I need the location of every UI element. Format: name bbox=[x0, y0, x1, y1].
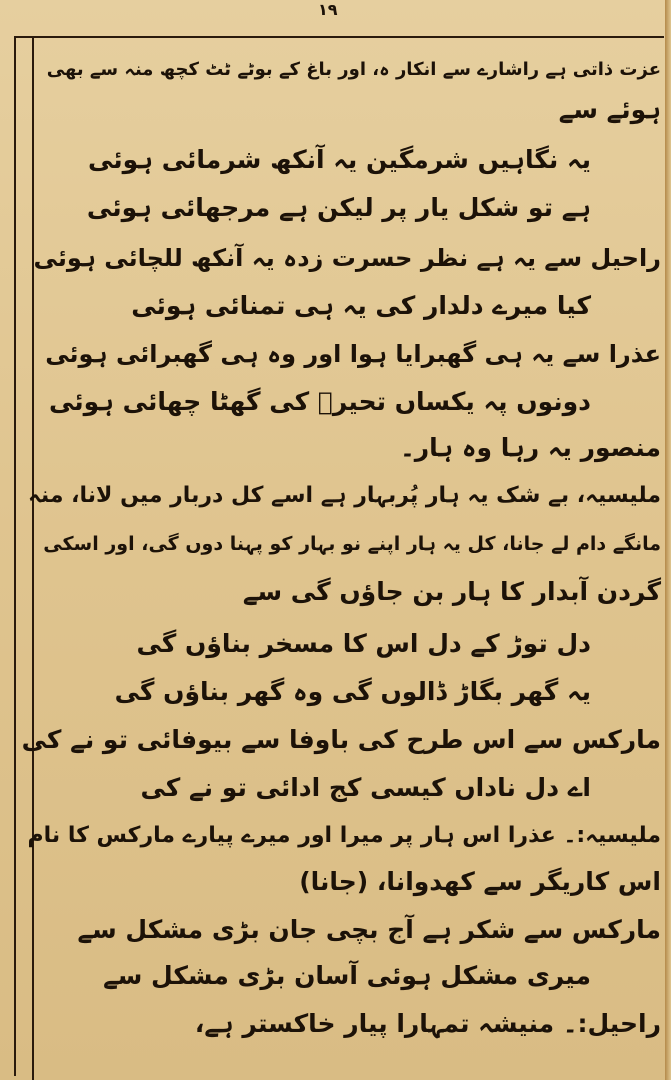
page-edge bbox=[665, 0, 671, 1080]
prose-line-2: مانگے دام لے جانا، کل یہ ہار اپنے نو بہار کو پہنا دوں گی، اور اسکی bbox=[43, 533, 661, 555]
verse-line-7: اے دل ناداں کیسی کج ادائی تو نے کی bbox=[140, 773, 591, 802]
verse-line-6: یہ گھر بگاڑ ڈالوں گی وہ گھر بناؤں گی bbox=[114, 677, 591, 706]
dialogue-line-rahil-2: راحیل:۔ منیشہ تمہارا پیار خاکستر ہے، bbox=[194, 1009, 661, 1038]
prose-line-3: گردن آبدار کا ہار بن جاؤں گی سے bbox=[242, 577, 661, 606]
verse-line-5: دل توڑ کے دل اس کا مسخر بناؤں گی bbox=[136, 629, 591, 658]
page-number: ۱۹ bbox=[318, 0, 338, 19]
dialogue-line-rahil: راحیل سے یہ ہے نظر حسرت زدہ یہ آنکھ للچائی ہوئی bbox=[33, 244, 661, 272]
verse-line-4: دونوں پہ یکساں تحیرؔ کی گھٹا چھائی ہوئی bbox=[48, 387, 591, 416]
verse-line-2: ہے تو شکل یار پر لیکن ہے مرجھائی ہوئی bbox=[86, 193, 591, 222]
stage-line-mansoor: منصور یہ رہا وہ ہار۔ bbox=[400, 433, 661, 462]
verse-line-1: یہ نگاہیں شرمگین یہ آنکھ شرمائی ہوئی bbox=[88, 145, 591, 174]
prose-line-4: ملیسیہ:۔ عذرا اس ہار پر میرا اور میرے پیارے مارکس کا نام bbox=[27, 823, 661, 848]
text-line-1: عزت ذاتی ہے راشارے سے انکار ہ، اور باغ کے بوٹے ٹٹ کچھ منہ سے بھی bbox=[46, 59, 661, 80]
margin-rule bbox=[32, 36, 34, 1080]
text-line-2: ہوئے سے bbox=[558, 95, 661, 124]
dialogue-line-marcus: مارکس سے اس طرح کی باوفا سے بیوفائی تو نے کی bbox=[21, 725, 661, 754]
verse-line-3: کیا میرے دلدار کی یہ ہی تمنائی ہوئی bbox=[131, 291, 591, 320]
prose-line-5: اس کاریگر سے کھدوانا، (جانا) bbox=[299, 867, 661, 896]
verse-line-8: میری مشکل ہوئی آسان بڑی مشکل سے bbox=[103, 961, 591, 990]
dialogue-line-azra: عذرا سے یہ ہی گھبرایا ہوا اور وہ ہی گھبرائی ہوئی bbox=[45, 340, 661, 368]
dialogue-line-marcus-2: مارکس سے شکر ہے آج بچی جان بڑی مشکل سے bbox=[77, 915, 661, 944]
prose-line-1: ملیسیہ، بے شک یہ ہار پُربہار ہے اسے کل دربار میں لانا، منہ bbox=[28, 483, 661, 508]
